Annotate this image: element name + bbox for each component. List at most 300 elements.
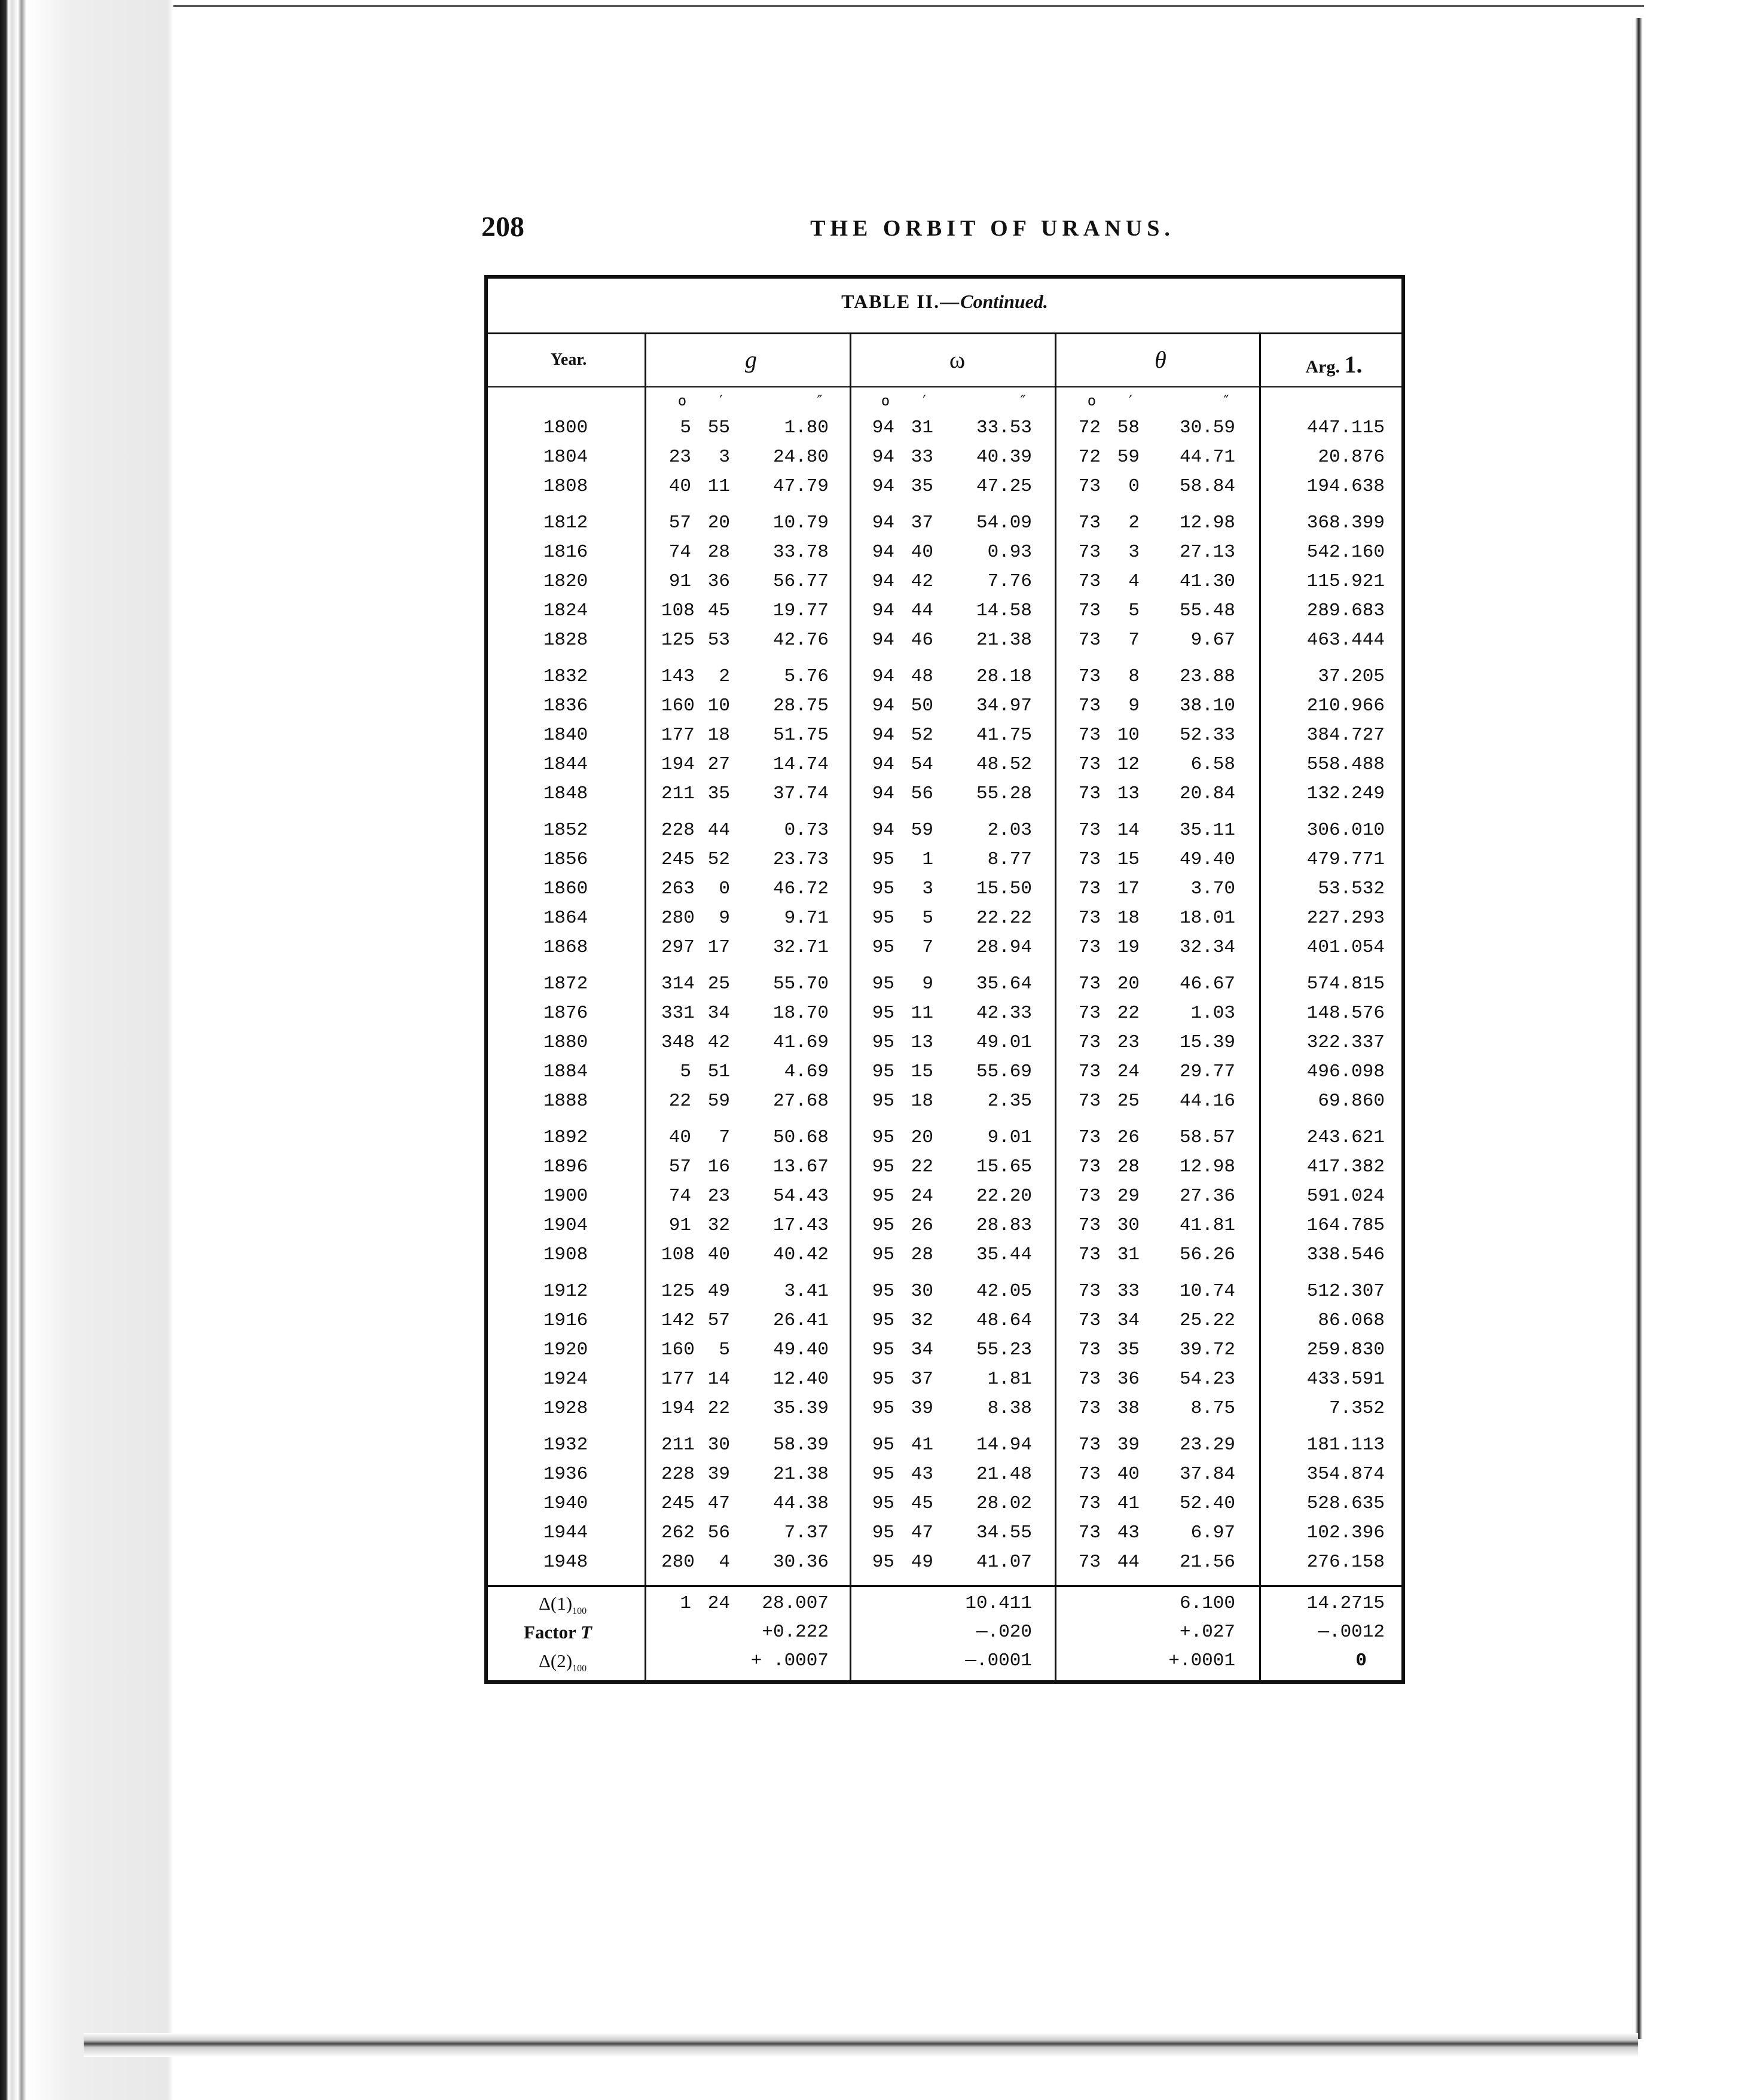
cell-theta-deg: 73 <box>1078 1186 1101 1207</box>
cell-g-min: 20 <box>707 512 730 533</box>
table-row <box>488 908 1401 936</box>
cell-theta-min: 44 <box>1117 1552 1140 1573</box>
cell-omega-min: 40 <box>911 542 933 563</box>
cell-g-min: 39 <box>707 1464 730 1485</box>
cell-year: 1940 <box>543 1493 588 1514</box>
cell-arg: 479.771 <box>1306 849 1385 870</box>
unit-mark: o <box>1087 392 1097 409</box>
cell-year: 1868 <box>543 937 588 958</box>
cell-theta-min: 36 <box>1117 1369 1140 1390</box>
table-row <box>488 600 1401 629</box>
table-row <box>488 1032 1401 1061</box>
cell-theta-sec: 54.23 <box>1179 1369 1235 1390</box>
cell-arg: 574.815 <box>1306 973 1385 994</box>
cell-omega-deg: 94 <box>872 695 894 716</box>
cell-arg: 86.068 <box>1318 1310 1385 1331</box>
cell-year: 1880 <box>543 1032 588 1053</box>
cell-omega-deg: 94 <box>872 571 894 592</box>
header-theta: θ <box>1155 346 1166 373</box>
cell-arg: 132.249 <box>1306 783 1385 804</box>
cell-g-sec: 7.37 <box>784 1522 829 1543</box>
cell-g-min: 51 <box>707 1061 730 1082</box>
cell-omega-min: 43 <box>911 1464 933 1485</box>
cell-g-min: 35 <box>707 783 730 804</box>
cell-theta-min: 4 <box>1128 571 1140 592</box>
cell-omega-min: 1 <box>922 849 933 870</box>
cell-arg: 20.876 <box>1318 447 1385 468</box>
cell-arg: 322.337 <box>1306 1032 1385 1053</box>
delta2-label <box>539 1650 587 1674</box>
header-year: Year. <box>550 350 587 369</box>
cell-theta-sec: 12.98 <box>1179 1156 1235 1177</box>
cell-theta-deg: 73 <box>1078 1339 1101 1360</box>
cell-omega-deg: 95 <box>872 1464 894 1485</box>
cell-theta-sec: 20.84 <box>1179 783 1235 804</box>
cell-theta-sec: 39.72 <box>1179 1339 1235 1360</box>
cell-g-sec: 3.41 <box>784 1281 829 1302</box>
cell-theta-sec: 30.59 <box>1179 417 1235 438</box>
table-row <box>488 973 1401 1002</box>
cell-g-sec: 17.43 <box>772 1215 829 1236</box>
cell-theta-sec: 23.88 <box>1179 666 1235 687</box>
cell-g-sec: 42.76 <box>772 630 829 651</box>
cell-g-sec: 46.72 <box>772 878 829 899</box>
cell-theta-sec: 44.16 <box>1179 1091 1235 1112</box>
cell-omega-min: 48 <box>911 666 933 687</box>
cell-arg: 447.115 <box>1306 417 1385 438</box>
cell-g-deg: 5 <box>680 1061 691 1082</box>
cell-omega-deg: 95 <box>872 1003 894 1024</box>
cell-omega-deg: 95 <box>872 1127 894 1148</box>
cell-g-deg: 160 <box>661 1339 695 1360</box>
cell-omega-min: 11 <box>911 1003 933 1024</box>
cell-theta-min: 19 <box>1117 937 1140 958</box>
cell-omega-deg: 94 <box>872 417 894 438</box>
table-row <box>488 571 1401 600</box>
table-row <box>488 695 1401 724</box>
cell-year: 1804 <box>543 447 588 468</box>
cell-omega-deg: 95 <box>872 1522 894 1543</box>
delta1-label <box>539 1593 587 1617</box>
delta1-theta: 6.100 <box>1179 1593 1235 1614</box>
cell-theta-sec: 32.34 <box>1179 937 1235 958</box>
cell-arg: 384.727 <box>1306 725 1385 746</box>
cell-g-deg: 228 <box>661 1464 695 1485</box>
cell-omega-deg: 94 <box>872 630 894 651</box>
cell-theta-min: 22 <box>1117 1003 1140 1024</box>
header-rule <box>488 386 1401 387</box>
cell-theta-min: 41 <box>1117 1493 1140 1514</box>
cell-omega-sec: 15.65 <box>976 1156 1032 1177</box>
cell-year: 1928 <box>543 1398 588 1419</box>
cell-omega-deg: 95 <box>872 1091 894 1112</box>
cell-year: 1848 <box>543 783 588 804</box>
cell-theta-deg: 72 <box>1078 447 1101 468</box>
cell-omega-deg: 94 <box>872 512 894 533</box>
cell-arg: 115.921 <box>1306 571 1385 592</box>
header-g: g <box>745 346 757 373</box>
table-row <box>488 820 1401 848</box>
cell-arg: 210.966 <box>1306 695 1385 716</box>
cell-omega-deg: 95 <box>872 1215 894 1236</box>
cell-omega-deg: 94 <box>872 666 894 687</box>
cell-theta-sec: 18.01 <box>1179 908 1235 929</box>
table-row <box>488 1186 1401 1214</box>
cell-year: 1932 <box>543 1434 588 1455</box>
cell-g-deg: 177 <box>661 725 695 746</box>
cell-g-min: 16 <box>707 1156 730 1177</box>
cell-theta-min: 40 <box>1117 1464 1140 1485</box>
cell-omega-min: 34 <box>911 1339 933 1360</box>
factor-arg: —.0012 <box>1318 1622 1385 1643</box>
table-row <box>488 417 1401 446</box>
cell-theta-deg: 72 <box>1078 417 1101 438</box>
cell-theta-deg: 73 <box>1078 1091 1101 1112</box>
cell-year: 1924 <box>543 1369 588 1390</box>
factor-label <box>524 1622 592 1643</box>
cell-omega-deg: 95 <box>872 937 894 958</box>
cell-arg: 276.158 <box>1306 1552 1385 1573</box>
cell-g-deg: 22 <box>668 1091 691 1112</box>
cell-year: 1900 <box>543 1186 588 1207</box>
cell-year: 1836 <box>543 695 588 716</box>
unit-mark: o <box>677 392 687 409</box>
cell-g-deg: 194 <box>661 1398 695 1419</box>
cell-theta-min: 17 <box>1117 878 1140 899</box>
cell-g-sec: 19.77 <box>772 600 829 621</box>
cell-theta-sec: 37.84 <box>1179 1464 1235 1485</box>
cell-omega-min: 50 <box>911 695 933 716</box>
cell-g-deg: 125 <box>661 1281 695 1302</box>
cell-theta-min: 35 <box>1117 1339 1140 1360</box>
header-arg-prefix: Arg. <box>1305 357 1340 377</box>
cell-theta-min: 33 <box>1117 1281 1140 1302</box>
cell-g-sec: 33.78 <box>772 542 829 563</box>
cell-arg: 53.532 <box>1318 878 1385 899</box>
cell-g-deg: 74 <box>668 1186 691 1207</box>
cell-omega-sec: 14.58 <box>976 600 1032 621</box>
cell-g-deg: 40 <box>668 1127 691 1148</box>
table-row <box>488 476 1401 505</box>
cell-g-sec: 5.76 <box>784 666 829 687</box>
cell-omega-min: 45 <box>911 1493 933 1514</box>
cell-g-min: 22 <box>707 1398 730 1419</box>
cell-omega-min: 59 <box>911 820 933 841</box>
caption-main: TABLE II.— <box>841 291 961 312</box>
cell-omega-sec: 33.53 <box>976 417 1032 438</box>
cell-theta-min: 30 <box>1117 1215 1140 1236</box>
table-row <box>488 542 1401 570</box>
cell-theta-deg: 73 <box>1078 542 1101 563</box>
cell-omega-deg: 94 <box>872 820 894 841</box>
table-row <box>488 1398 1401 1427</box>
cell-omega-sec: 55.69 <box>976 1061 1032 1082</box>
cell-g-sec: 21.38 <box>772 1464 829 1485</box>
cell-omega-min: 39 <box>911 1398 933 1419</box>
cell-theta-min: 5 <box>1128 600 1140 621</box>
cell-g-deg: 143 <box>661 666 695 687</box>
cell-theta-min: 28 <box>1117 1156 1140 1177</box>
cell-year: 1888 <box>543 1091 588 1112</box>
cell-g-sec: 54.43 <box>772 1186 829 1207</box>
cell-theta-deg: 73 <box>1078 1434 1101 1455</box>
cell-arg: 417.382 <box>1306 1156 1385 1177</box>
cell-theta-min: 7 <box>1128 630 1140 651</box>
cell-g-deg: 262 <box>661 1522 695 1543</box>
cell-omega-sec: 41.75 <box>976 725 1032 746</box>
cell-year: 1944 <box>543 1522 588 1543</box>
cell-g-deg: 57 <box>668 512 691 533</box>
cell-g-sec: 56.77 <box>772 571 829 592</box>
cell-omega-deg: 94 <box>872 783 894 804</box>
cell-theta-sec: 52.33 <box>1179 725 1235 746</box>
cell-g-sec: 50.68 <box>772 1127 829 1148</box>
cell-g-deg: 142 <box>661 1310 695 1331</box>
cell-year: 1812 <box>543 512 588 533</box>
cell-g-sec: 0.73 <box>784 820 829 841</box>
page-right-edge <box>1635 18 1653 2039</box>
cell-g-min: 0 <box>719 878 730 899</box>
cell-omega-min: 15 <box>911 1061 933 1082</box>
cell-year: 1936 <box>543 1464 588 1485</box>
cell-omega-deg: 94 <box>872 725 894 746</box>
cell-theta-min: 0 <box>1128 476 1140 497</box>
cell-theta-min: 3 <box>1128 542 1140 563</box>
cell-theta-min: 18 <box>1117 908 1140 929</box>
cell-g-min: 42 <box>707 1032 730 1053</box>
cell-omega-deg: 95 <box>872 1310 894 1331</box>
cell-theta-deg: 73 <box>1078 1310 1101 1331</box>
table-row <box>488 1493 1401 1522</box>
cell-g-deg: 177 <box>661 1369 695 1390</box>
cell-g-deg: 331 <box>661 1003 695 1024</box>
cell-omega-deg: 95 <box>872 849 894 870</box>
cell-omega-min: 32 <box>911 1310 933 1331</box>
table-caption <box>488 291 1401 313</box>
table-row <box>488 1003 1401 1031</box>
cell-theta-deg: 73 <box>1078 571 1101 592</box>
cell-year: 1800 <box>543 417 588 438</box>
unit-mark: o <box>881 392 890 409</box>
cell-omega-sec: 8.77 <box>987 849 1032 870</box>
unit-mark: ″ <box>1221 392 1231 409</box>
cell-omega-deg: 95 <box>872 1434 894 1455</box>
cell-g-deg: 280 <box>661 908 695 929</box>
cell-theta-sec: 55.48 <box>1179 600 1235 621</box>
cell-g-min: 9 <box>719 908 730 929</box>
cell-g-deg: 314 <box>661 973 695 994</box>
cell-omega-sec: 49.01 <box>976 1032 1032 1053</box>
cell-g-sec: 26.41 <box>772 1310 829 1331</box>
cell-arg: 433.591 <box>1306 1369 1385 1390</box>
cell-omega-deg: 94 <box>872 600 894 621</box>
cell-theta-deg: 73 <box>1078 1003 1101 1024</box>
cell-theta-min: 38 <box>1117 1398 1140 1419</box>
cell-year: 1816 <box>543 542 588 563</box>
cell-g-deg: 108 <box>661 1244 695 1265</box>
cell-omega-sec: 40.39 <box>976 447 1032 468</box>
cell-omega-deg: 95 <box>872 1061 894 1082</box>
cell-theta-min: 25 <box>1117 1091 1140 1112</box>
table-row <box>488 725 1401 753</box>
cell-omega-min: 44 <box>911 600 933 621</box>
delta1-g-sec: 28.007 <box>762 1593 829 1614</box>
cell-omega-sec: 54.09 <box>976 512 1032 533</box>
cell-theta-sec: 1.03 <box>1190 1003 1235 1024</box>
cell-g-min: 27 <box>707 754 730 775</box>
cell-theta-min: 8 <box>1128 666 1140 687</box>
cell-g-sec: 41.69 <box>772 1032 829 1053</box>
cell-g-sec: 30.36 <box>772 1552 829 1573</box>
cell-theta-min: 24 <box>1117 1061 1140 1082</box>
cell-g-min: 10 <box>707 695 730 716</box>
cell-arg: 338.546 <box>1306 1244 1385 1265</box>
cell-omega-min: 30 <box>911 1281 933 1302</box>
cell-theta-min: 43 <box>1117 1522 1140 1543</box>
table-row <box>488 1215 1401 1244</box>
cell-omega-deg: 95 <box>872 908 894 929</box>
delta1-symbol: Δ(1) <box>539 1593 573 1614</box>
cell-arg: 7.352 <box>1329 1398 1385 1419</box>
cell-g-deg: 91 <box>668 1215 691 1236</box>
cell-theta-deg: 73 <box>1078 937 1101 958</box>
caption-italic: Continued. <box>960 291 1048 312</box>
cell-omega-sec: 48.52 <box>976 754 1032 775</box>
factor-g: +0.222 <box>762 1622 829 1643</box>
cell-omega-sec: 7.76 <box>987 571 1032 592</box>
cell-theta-deg: 73 <box>1078 1369 1101 1390</box>
cell-arg: 591.024 <box>1306 1186 1385 1207</box>
cell-theta-deg: 73 <box>1078 878 1101 899</box>
cell-theta-min: 10 <box>1117 725 1140 746</box>
cell-theta-deg: 73 <box>1078 1032 1101 1053</box>
cell-omega-sec: 42.33 <box>976 1003 1032 1024</box>
table-row <box>488 447 1401 475</box>
cell-arg: 164.785 <box>1306 1215 1385 1236</box>
cell-omega-sec: 21.48 <box>976 1464 1032 1485</box>
cell-omega-sec: 35.64 <box>976 973 1032 994</box>
cell-theta-sec: 29.77 <box>1179 1061 1235 1082</box>
cell-g-deg: 297 <box>661 937 695 958</box>
cell-theta-deg: 73 <box>1078 820 1101 841</box>
cell-year: 1852 <box>543 820 588 841</box>
cell-omega-min: 3 <box>922 878 933 899</box>
cell-omega-deg: 95 <box>872 1369 894 1390</box>
cell-year: 1876 <box>543 1003 588 1024</box>
cell-omega-sec: 14.94 <box>976 1434 1032 1455</box>
unit-mark: ′ <box>1126 392 1135 409</box>
delta2-arg: 0 <box>1355 1650 1367 1671</box>
cell-omega-sec: 0.93 <box>987 542 1032 563</box>
cell-g-deg: 74 <box>668 542 691 563</box>
cell-g-min: 11 <box>707 476 730 497</box>
cell-omega-sec: 21.38 <box>976 630 1032 651</box>
cell-theta-sec: 12.98 <box>1179 512 1235 533</box>
page-number: 208 <box>481 211 524 243</box>
table-row <box>488 666 1401 695</box>
page-top-edge <box>173 5 1644 7</box>
cell-arg: 528.635 <box>1306 1493 1385 1514</box>
cell-g-sec: 9.71 <box>784 908 829 929</box>
cell-g-sec: 35.39 <box>772 1398 829 1419</box>
table-row <box>488 1310 1401 1339</box>
cell-g-deg: 108 <box>661 600 695 621</box>
cell-omega-sec: 1.81 <box>987 1369 1032 1390</box>
cell-g-sec: 1.80 <box>784 417 829 438</box>
cell-omega-min: 37 <box>911 512 933 533</box>
delta1-omega: 10.411 <box>965 1593 1032 1614</box>
cell-g-sec: 49.40 <box>772 1339 829 1360</box>
cell-g-deg: 194 <box>661 754 695 775</box>
cell-g-min: 34 <box>707 1003 730 1024</box>
cell-g-min: 14 <box>707 1369 730 1390</box>
cell-theta-min: 29 <box>1117 1186 1140 1207</box>
cell-theta-sec: 9.67 <box>1190 630 1235 651</box>
cell-theta-sec: 23.29 <box>1179 1434 1235 1455</box>
cell-g-min: 44 <box>707 820 730 841</box>
delta1-sub: 100 <box>572 1606 587 1617</box>
cell-omega-min: 41 <box>911 1434 933 1455</box>
cell-theta-sec: 49.40 <box>1179 849 1235 870</box>
cell-year: 1912 <box>543 1281 588 1302</box>
cell-omega-sec: 34.97 <box>976 695 1032 716</box>
cell-omega-deg: 95 <box>872 1244 894 1265</box>
cell-omega-min: 52 <box>911 725 933 746</box>
cell-omega-min: 33 <box>911 447 933 468</box>
table-row <box>488 1127 1401 1156</box>
unit-mark: ″ <box>815 392 824 409</box>
cell-omega-deg: 95 <box>872 1552 894 1573</box>
cell-g-sec: 4.69 <box>784 1061 829 1082</box>
cell-omega-sec: 15.50 <box>976 878 1032 899</box>
unit-mark: ′ <box>920 392 929 409</box>
cell-g-sec: 40.42 <box>772 1244 829 1265</box>
cell-theta-min: 12 <box>1117 754 1140 775</box>
table-row <box>488 754 1401 783</box>
cell-theta-min: 59 <box>1117 447 1140 468</box>
cell-theta-min: 13 <box>1117 783 1140 804</box>
cell-g-min: 17 <box>707 937 730 958</box>
cell-g-min: 55 <box>707 417 730 438</box>
cell-g-min: 52 <box>707 849 730 870</box>
cell-theta-deg: 73 <box>1078 1398 1101 1419</box>
cell-theta-deg: 73 <box>1078 1493 1101 1514</box>
table-row <box>488 1156 1401 1185</box>
cell-g-min: 18 <box>707 725 730 746</box>
cell-g-deg: 160 <box>661 695 695 716</box>
cell-theta-sec: 46.67 <box>1179 973 1235 994</box>
table-row <box>488 783 1401 812</box>
delta1-g-deg: 1 <box>680 1593 691 1614</box>
cell-g-sec: 51.75 <box>772 725 829 746</box>
cell-g-min: 3 <box>719 447 730 468</box>
cell-arg: 243.621 <box>1306 1127 1385 1148</box>
cell-g-min: 5 <box>719 1339 730 1360</box>
cell-theta-deg: 73 <box>1078 512 1101 533</box>
cell-g-min: 40 <box>707 1244 730 1265</box>
cell-g-sec: 23.73 <box>772 849 829 870</box>
cell-theta-deg: 73 <box>1078 695 1101 716</box>
cell-omega-sec: 28.94 <box>976 937 1032 958</box>
cell-g-deg: 23 <box>668 447 691 468</box>
cell-arg: 69.860 <box>1318 1091 1385 1112</box>
cell-year: 1820 <box>543 571 588 592</box>
cell-g-sec: 12.40 <box>772 1369 829 1390</box>
cell-theta-min: 39 <box>1117 1434 1140 1455</box>
cell-theta-deg: 73 <box>1078 1061 1101 1082</box>
cell-omega-min: 37 <box>911 1369 933 1390</box>
cell-arg: 354.874 <box>1306 1464 1385 1485</box>
